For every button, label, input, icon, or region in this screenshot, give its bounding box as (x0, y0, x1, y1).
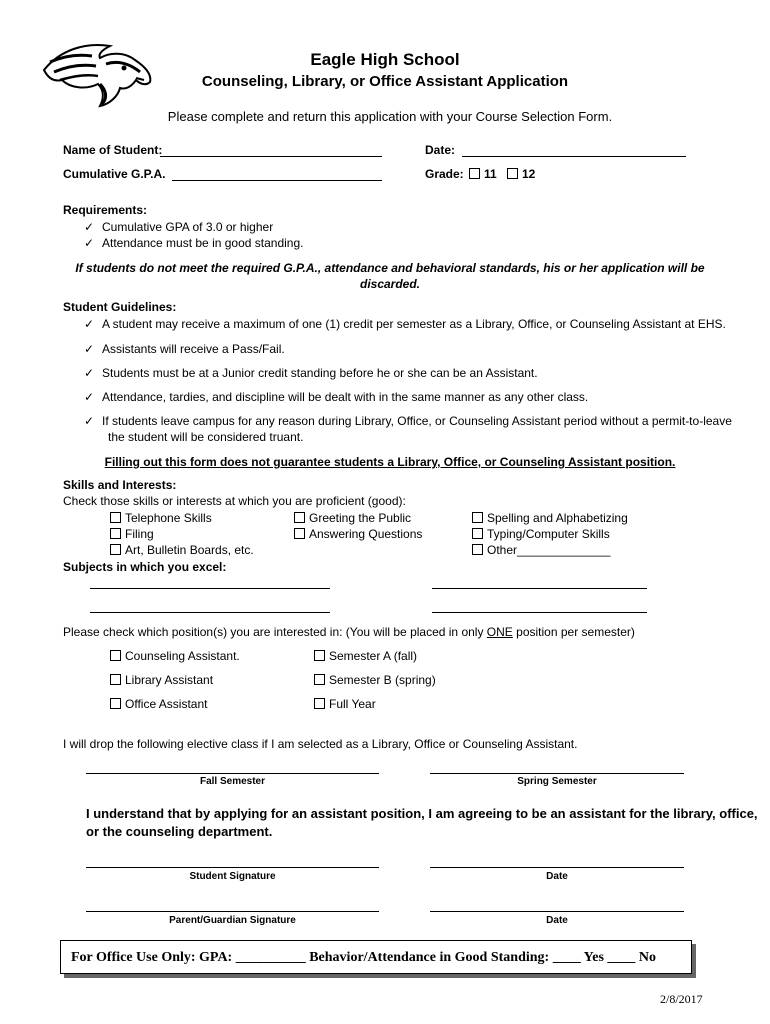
form-title: Counseling, Library, or Office Assistant Application (201, 73, 569, 90)
student-date-label: Date (546, 871, 568, 882)
skill-option[interactable]: Typing/Computer Skills (472, 527, 610, 541)
name-field[interactable] (160, 143, 382, 157)
elective-statement: I will drop the following elective class if I am selected as a Library, Office or Counseling Assistant. (63, 737, 578, 751)
student-signature-label: Student Signature (189, 871, 276, 882)
skill-checkbox[interactable] (472, 512, 483, 523)
student-signature-line[interactable] (86, 867, 379, 868)
skill-checkbox[interactable] (110, 528, 121, 539)
skill-option[interactable]: Filing (110, 527, 154, 541)
guideline-item: ✓ Assistants will receive a Pass/Fail. (84, 342, 285, 356)
requirements-warning-line2: discarded. (359, 277, 421, 291)
term-checkbox[interactable] (314, 674, 325, 685)
checkmark-icon: ✓ (84, 390, 95, 404)
term-option[interactable]: Full Year (314, 697, 376, 711)
grade-11-checkbox[interactable] (469, 168, 480, 179)
fall-semester-label: Fall Semester (199, 776, 266, 787)
agreement-line2: or the counseling department. (86, 824, 273, 839)
skill-option[interactable]: Spelling and Alphabetizing (472, 511, 628, 525)
skills-prompt: Check those skills or interests at which you are proficient (good): (63, 494, 406, 508)
term-checkbox[interactable] (314, 698, 325, 709)
subject-line[interactable] (90, 602, 330, 613)
skill-option[interactable]: Other______________ (472, 543, 610, 557)
skills-heading: Skills and Interests: (63, 478, 177, 492)
term-option[interactable]: Semester A (fall) (314, 649, 417, 663)
grade-label: Grade: (425, 167, 464, 181)
positions-prompt: Please check which position(s) you are interested in: (You will be placed in only ONE position per semester) (63, 625, 635, 639)
parent-signature-line[interactable] (86, 911, 379, 912)
grade-12-option[interactable]: 12 (507, 167, 535, 181)
position-checkbox[interactable] (110, 674, 121, 685)
gpa-label: Cumulative G.P.A. (63, 167, 166, 181)
office-use-box: For Office Use Only: GPA: __________ Behavior/Attendance in Good Standing: ____ Yes ____ No (60, 940, 692, 974)
spring-elective-line[interactable] (430, 773, 684, 774)
school-name: Eagle High School (310, 50, 460, 69)
gpa-field[interactable] (172, 167, 382, 181)
skill-option[interactable]: Telephone Skills (110, 511, 212, 525)
guideline-item: ✓ If students leave campus for any reason during Library, Office, or Counseling Assistant period without a permit-to-leave (84, 414, 732, 428)
guidelines-disclaimer: Filling out this form does not guarantee students a Library, Office, or Counseling Assistant position. (104, 455, 676, 469)
skill-checkbox[interactable] (294, 528, 305, 539)
term-checkbox[interactable] (314, 650, 325, 661)
guideline-item: ✓ A student may receive a maximum of one (1) credit per semester as a Library, Office, or Counseling Assistant at EHS. (84, 317, 726, 331)
checkmark-icon: ✓ (84, 414, 95, 428)
subject-line[interactable] (432, 578, 647, 589)
checkmark-icon: ✓ (84, 220, 95, 234)
grade-11-option[interactable]: 11 (469, 167, 497, 181)
requirements-warning-line1: If students do not meet the required G.P.A., attendance and behavioral standards, his or her application will be (75, 261, 705, 275)
spring-semester-label: Spring Semester (517, 776, 597, 787)
checkmark-icon: ✓ (84, 236, 95, 250)
skill-option[interactable]: Art, Bulletin Boards, etc. (110, 543, 254, 557)
agreement-line1: I understand that by applying for an assistant position, I am agreeing to be an assistant for the library, office, (86, 806, 758, 821)
fall-elective-line[interactable] (86, 773, 379, 774)
skill-checkbox[interactable] (110, 544, 121, 555)
student-date-line[interactable] (430, 867, 684, 868)
grade-12-checkbox[interactable] (507, 168, 518, 179)
skill-checkbox[interactable] (472, 528, 483, 539)
checkmark-icon: ✓ (84, 342, 95, 356)
position-option[interactable]: Counseling Assistant. (110, 649, 240, 663)
skill-checkbox[interactable] (110, 512, 121, 523)
date-label: Date: (425, 143, 456, 157)
subject-line[interactable] (90, 578, 330, 589)
date-field[interactable] (462, 143, 686, 157)
checkmark-icon: ✓ (84, 366, 95, 380)
subject-line[interactable] (432, 602, 647, 613)
position-checkbox[interactable] (110, 698, 121, 709)
guidelines-heading: Student Guidelines: (63, 300, 177, 314)
position-option[interactable]: Library Assistant (110, 673, 213, 687)
name-label: Name of Student: (63, 143, 163, 157)
skill-option[interactable]: Greeting the Public (294, 511, 411, 525)
parent-date-line[interactable] (430, 911, 684, 912)
term-option[interactable]: Semester B (spring) (314, 673, 436, 687)
bronco-logo (40, 40, 155, 108)
position-option[interactable]: Office Assistant (110, 697, 207, 711)
guideline-item: ✓ Students must be at a Junior credit standing before he or she can be an Assistant. (84, 366, 538, 380)
subjects-heading: Subjects in which you excel: (63, 560, 227, 574)
checkmark-icon: ✓ (84, 317, 95, 331)
skill-checkbox[interactable] (294, 512, 305, 523)
skill-option[interactable]: Answering Questions (294, 527, 422, 541)
requirement-item: ✓ Attendance must be in good standing. (84, 236, 304, 250)
parent-date-label: Date (546, 915, 568, 926)
requirement-item: ✓ Cumulative GPA of 3.0 or higher (84, 220, 274, 234)
requirements-heading: Requirements: (63, 203, 148, 217)
footer-date: 2/8/2017 (660, 992, 703, 1006)
form-instruction: Please complete and return this application with your Course Selection Form. (167, 109, 613, 124)
guideline-item-continued: the student will be considered truant. (108, 430, 304, 444)
parent-signature-label: Parent/Guardian Signature (169, 915, 296, 926)
position-checkbox[interactable] (110, 650, 121, 661)
guideline-item: ✓ Attendance, tardies, and discipline will be dealt with in the same manner as any other class. (84, 390, 589, 404)
skill-checkbox[interactable] (472, 544, 483, 555)
